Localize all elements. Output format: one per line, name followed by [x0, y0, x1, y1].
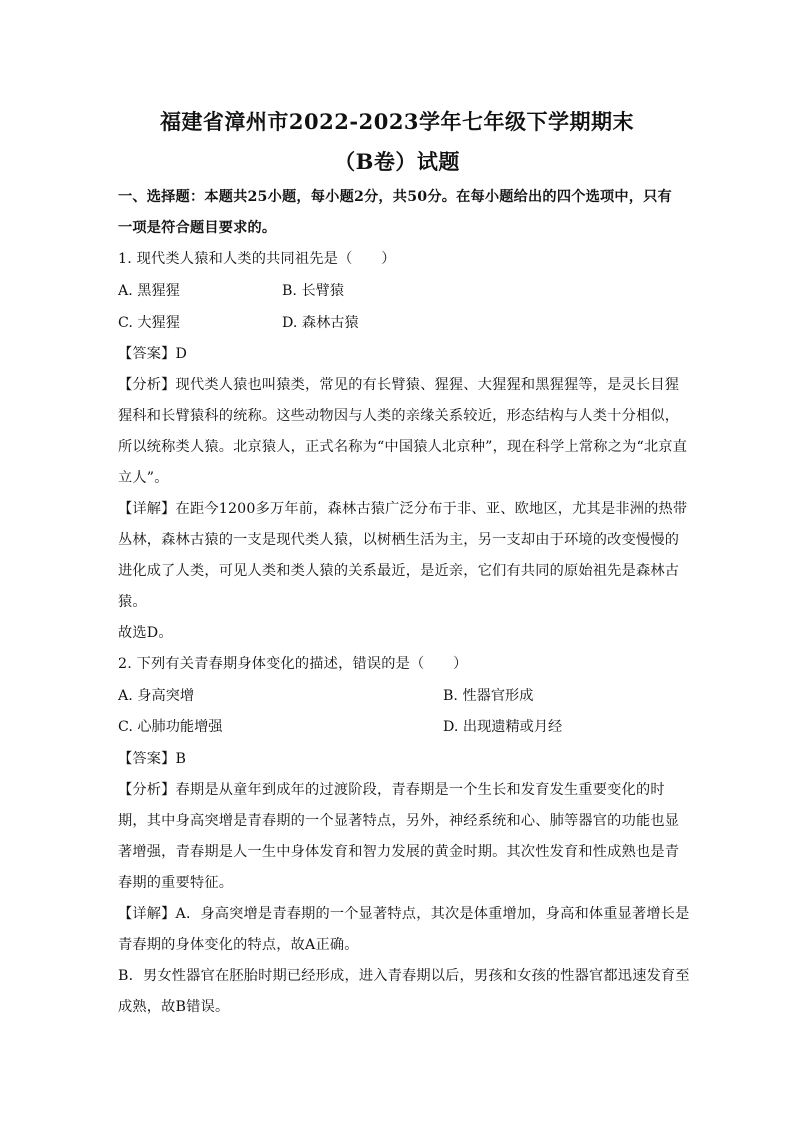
document-title-line2: （B卷）试题 — [334, 149, 460, 174]
question-2-analysis-line: 春期的重要特征。 — [118, 875, 234, 891]
question-2-option-d: D. 出现遗精或月经 — [443, 719, 563, 735]
document-title-line1: 福建省漳州市2022-2023学年七年级下学期期末 — [159, 109, 635, 134]
question-2-analysis-line: 著增强，青春期是人一生中身体发育和智力发展的黄金时期。其次性发育和性成熟也是青 — [118, 844, 680, 860]
question-2-detail-line: B．男女性器官在胚胎时期已经形成，进入青春期以后，男孩和女孩的性器官都迅速发育至 — [118, 968, 690, 984]
question-2-detail-line: 成熟，故B错误。 — [118, 999, 230, 1015]
question-1-option-b: B. 长臂猿 — [282, 283, 345, 299]
question-1-detail-line: 丛林，森林古猿的一支是现代类人猿，以树栖生活为主，另一支却由于环境的改变慢慢的 — [118, 532, 680, 548]
question-1-option-d: D. 森林古猿 — [282, 315, 359, 331]
question-2-stem: 2. 下列有关青春期身体变化的描述，错误的是（ ） — [118, 656, 468, 672]
question-1-option-c: C. 大猩猩 — [118, 315, 180, 331]
question-1-detail-line: 【详解】在距今1200多万年前，森林古猿广泛分布于非、亚、欧地区，尤其是非洲的热带 — [118, 501, 688, 517]
question-1-analysis-line: 猩科和长臂猿科的统称。这些动物因与人类的亲缘关系较近，形态结构与人类十分相似， — [118, 408, 680, 424]
question-1-detail-line: 猿。 — [118, 594, 147, 610]
question-2-detail-line: 【详解】A．身高突增是青春期的一个显著特点，其次是体重增加，身高和体重显著增长是 — [118, 906, 690, 922]
question-2-analysis-line: 期，其中身高突增是青春期的一个显著特点，另外，神经系统和心、肺等器官的功能也显 — [118, 813, 680, 829]
question-1-answer: 【答案】D — [118, 346, 188, 362]
question-2-answer: 【答案】B — [118, 751, 187, 767]
section-heading-line2: 一项是符合题目要求的。 — [118, 220, 277, 236]
question-2-analysis-line: 【分析】春期是从童年到成年的过渡阶段，青春期是一个生长和发育发生重要变化的时 — [118, 782, 665, 798]
question-1-stem: 1. 现代类人猿和人类的共同祖先是（ ） — [118, 251, 396, 267]
question-2-option-c: C. 心肺功能增强 — [118, 719, 223, 735]
question-1-analysis-line: 立人”。 — [118, 470, 169, 486]
question-1-detail-line: 进化成了人类，可见人类和类人猿的关系最近，是近亲，它们有共同的原始祖先是森林古 — [118, 563, 680, 579]
question-1-option-a: A. 黑猩猩 — [118, 283, 180, 299]
question-2-option-b: B. 性器官形成 — [443, 688, 534, 704]
question-2-option-a: A. 身高突增 — [118, 688, 195, 704]
question-1-analysis-line: 所以统称类人猿。北京猿人，正式名称为“中国猿人北京种”，现在科学上常称之为“北京直 — [118, 439, 688, 455]
question-1-analysis-line: 【分析】现代类人猿也叫猿类，常见的有长臂猿、猩猩、大猩猩和黑猩猩等，是灵长目猩 — [118, 377, 680, 393]
question-1-conclusion: 故选D。 — [118, 625, 173, 641]
section-heading-line1: 一、选择题：本题共25小题，每小题2分，共50分。在每小题给出的四个选项中，只有 — [118, 189, 672, 205]
question-2-detail-line: 青春期的身体变化的特点，故A正确。 — [118, 937, 359, 953]
